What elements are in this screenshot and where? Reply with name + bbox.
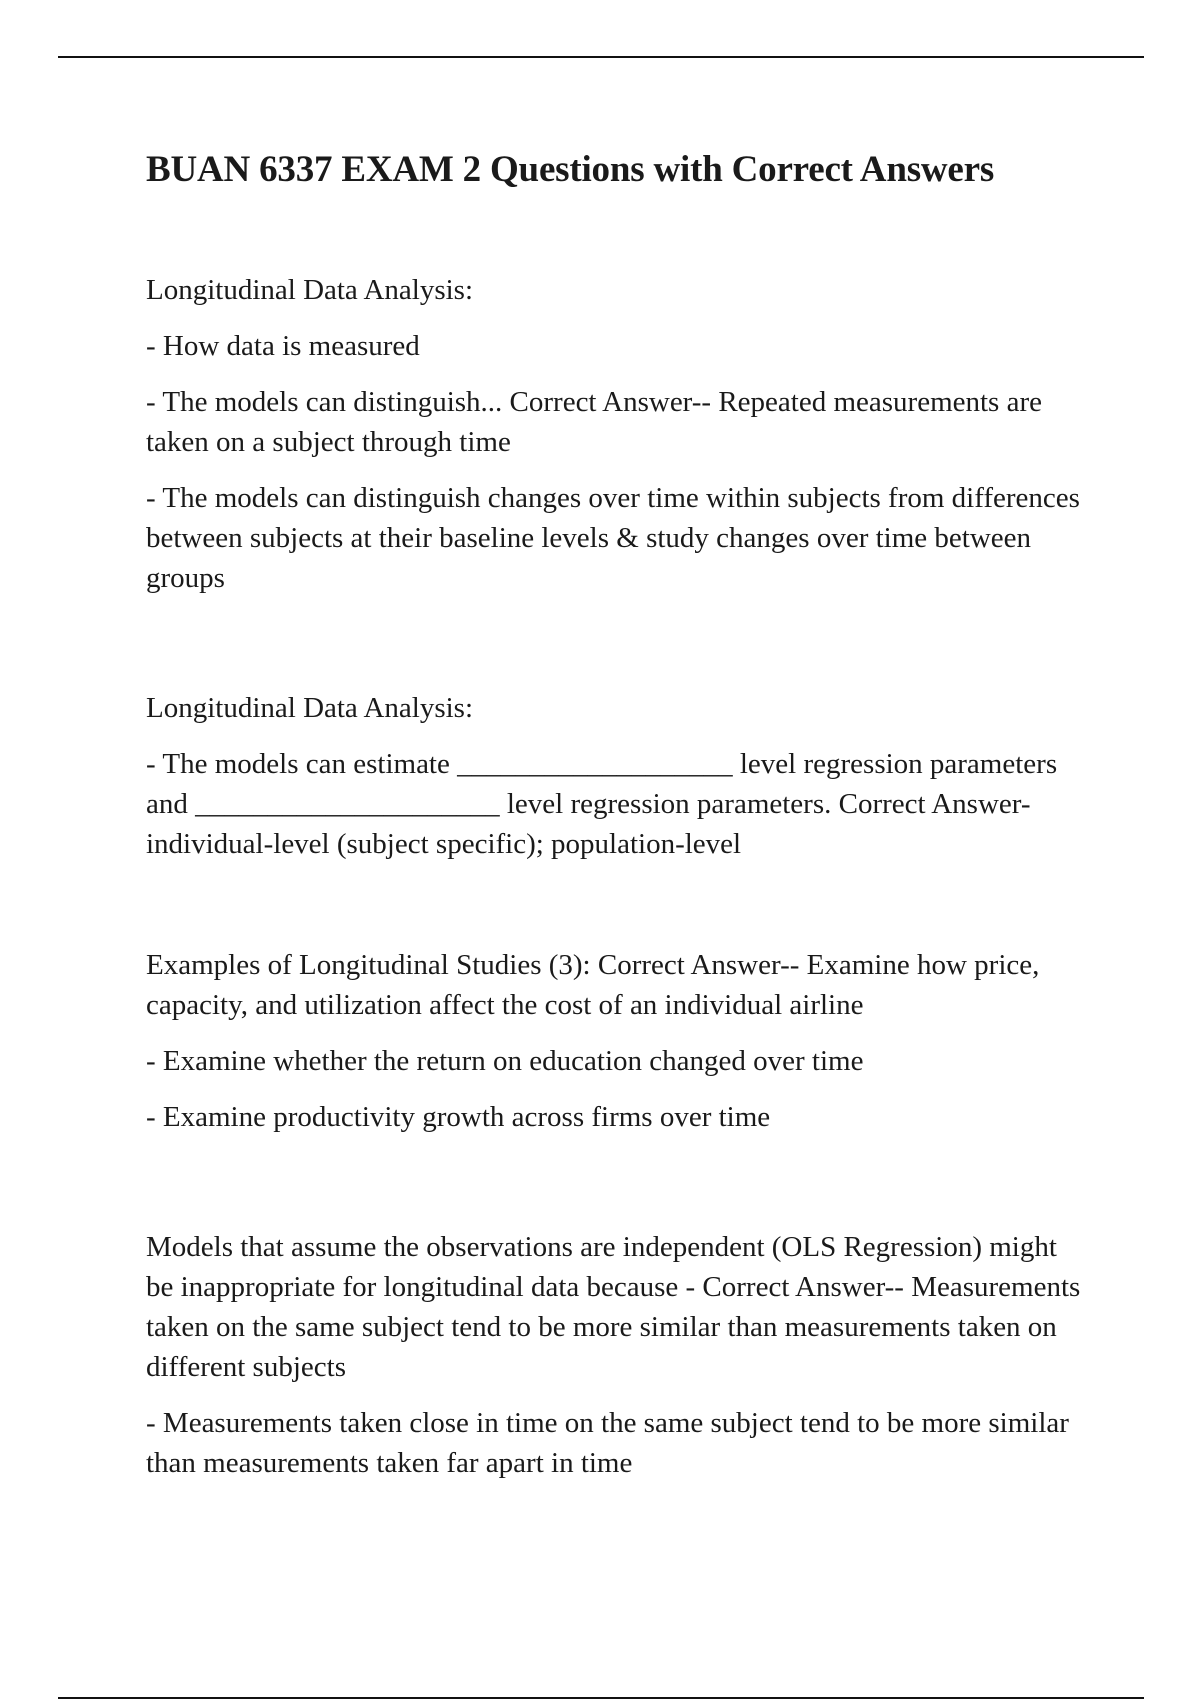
top-rule xyxy=(58,56,1144,58)
section-4-paragraph-2: - Measurements taken close in time on the same subject tend to be more similar than measurements taken far apart in time xyxy=(146,1407,1069,1479)
document-title: BUAN 6337 EXAM 2 Questions with Correct Answers xyxy=(146,149,995,190)
section-spacer xyxy=(146,1153,1086,1227)
section-1-heading: Longitudinal Data Analysis: xyxy=(146,274,474,306)
section-1-paragraph-3: - The models can distinguish changes over time within subjects from differences between subjects at their baseline levels & study changes over time between groups xyxy=(146,482,1080,594)
section-spacer xyxy=(146,614,1086,688)
section-3-paragraph-1: Examples of Longitudinal Studies (3): Correct Answer-- Examine how price, capacity, and utilization affect the cost of an individual airline xyxy=(146,949,1040,1021)
section-2-heading: Longitudinal Data Analysis: xyxy=(146,692,474,724)
bottom-rule xyxy=(58,1697,1144,1699)
section-4-paragraph-1: Models that assume the observations are independent (OLS Regression) might be inappropriate for longitudinal data because - Correct Answer-- Measurements taken on the same subject tend to be more similar than measurements taken on different subjects xyxy=(146,1231,1081,1383)
section-1-paragraph-1: - How data is measured xyxy=(146,330,420,362)
section-3-paragraph-2: - Examine whether the return on education changed over time xyxy=(146,1045,864,1077)
section-4 xyxy=(146,1227,1086,1483)
section-spacer xyxy=(146,880,1086,945)
section-1-paragraph-2: - The models can distinguish... Correct Answer-- Repeated measurements are taken on a subject through time xyxy=(146,386,1042,458)
document-body xyxy=(146,140,1086,1499)
section-3 xyxy=(146,945,1086,1137)
section-2 xyxy=(146,688,1086,864)
section-2-paragraph-1: - The models can estimate ___________________ level regression parameters and _____________________ level regression parameters. Correct Answer-individual-level (subject specific); population-level xyxy=(146,748,1058,860)
section-1 xyxy=(146,270,1086,598)
section-3-paragraph-3: - Examine productivity growth across firms over time xyxy=(146,1101,771,1133)
